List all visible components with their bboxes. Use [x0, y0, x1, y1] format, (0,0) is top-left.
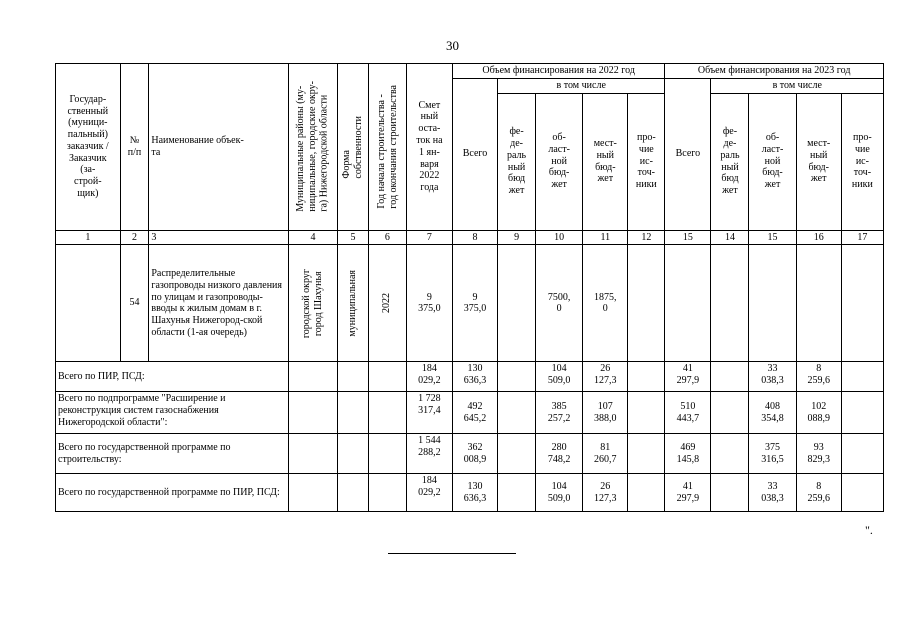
- header-including-2023: в том числе: [711, 78, 884, 93]
- closing-quote-mark: ".: [865, 523, 873, 537]
- summary-total-2022: 492 645,2: [452, 392, 497, 434]
- header-regional-2023: об- ласт- ной бюд- жет: [749, 93, 796, 230]
- summary-total-2023: 510 443,7: [665, 392, 711, 434]
- summary-local-2022: 26 127,3: [583, 362, 628, 392]
- header-total-2023: Всего: [665, 78, 711, 230]
- summary-regional-2022: 280 748,2: [536, 434, 583, 474]
- header-municipal-districts: Муниципальные районы (му- ниципальные, городские окру- га) Нижегородской области: [288, 64, 337, 231]
- column-number: 16: [796, 230, 841, 245]
- summary-regional-2022: 104 509,0: [536, 362, 583, 392]
- header-other-2022: про- чие ис- точ- ники: [628, 93, 665, 230]
- summary-row: [56, 474, 884, 512]
- summary-local-2023: 8 259,6: [796, 362, 841, 392]
- header-customer: Государ- ственный (муници- пальный) заказчик / Заказчик (за- строй- щик): [56, 64, 121, 231]
- header-local-2023: мест- ный бюд- жет: [796, 93, 841, 230]
- cell-local-2023: [796, 245, 841, 362]
- header-object-name: Наименование объек- та: [149, 64, 289, 231]
- table-row: [56, 245, 884, 362]
- summary-estimate: 184 029,2: [406, 474, 452, 512]
- summary-total-2023: 41 297,9: [665, 362, 711, 392]
- summary-label: Всего по ПИР, ПСД:: [56, 362, 289, 392]
- column-number: 1: [56, 230, 121, 245]
- summary-regional-2023: 375 316,5: [749, 434, 796, 474]
- column-number: 2: [120, 230, 149, 245]
- summary-row: [56, 362, 884, 392]
- column-number: 11: [583, 230, 628, 245]
- column-number: 5: [338, 230, 369, 245]
- header-ownership: Форма собственности: [338, 64, 369, 231]
- cell-regional-2022: 7500, 0: [536, 245, 583, 362]
- cell-federal-2023: [711, 245, 749, 362]
- summary-local-2023: 102 088,9: [796, 392, 841, 434]
- header-local-2022: мест- ный бюд- жет: [583, 93, 628, 230]
- column-number: 10: [536, 230, 583, 245]
- column-number: 17: [841, 230, 883, 245]
- header-fin-2023: Объем финансирования на 2023 год: [665, 64, 884, 79]
- summary-local-2023: 93 829,3: [796, 434, 841, 474]
- cell-other-2022: [628, 245, 665, 362]
- column-number: 14: [711, 230, 749, 245]
- summary-estimate: 1 544 288,2: [406, 434, 452, 474]
- summary-regional-2023: 33 038,3: [749, 474, 796, 512]
- cell-total-2023: [665, 245, 711, 362]
- cell-district: городской округ город Шахунья: [288, 245, 337, 362]
- summary-regional-2023: 33 038,3: [749, 362, 796, 392]
- summary-local-2022: 81 260,7: [583, 434, 628, 474]
- summary-label: Всего по подпрограмме "Расширение и реконструкция систем газоснабжения Нижегородской области":: [56, 392, 289, 434]
- column-number: 15: [665, 230, 711, 245]
- summary-regional-2023: 408 354,8: [749, 392, 796, 434]
- column-number: 9: [498, 230, 536, 245]
- header-num: № п/п: [120, 64, 149, 231]
- cell-total-2022: 9 375,0: [452, 245, 497, 362]
- column-number: 6: [368, 230, 406, 245]
- column-number: 4: [288, 230, 337, 245]
- summary-regional-2022: 385 257,2: [536, 392, 583, 434]
- summary-local-2023: 8 259,6: [796, 474, 841, 512]
- header-row-1: [56, 64, 884, 79]
- end-divider-line: [388, 553, 516, 554]
- header-other-2023: про- чие ис- точ- ники: [841, 93, 883, 230]
- cell-other-2023: [841, 245, 883, 362]
- cell-num: 54: [120, 245, 149, 362]
- summary-local-2022: 26 127,3: [583, 474, 628, 512]
- header-regional-2022: об- ласт- ной бюд- жет: [536, 93, 583, 230]
- cell-local-2022: 1875, 0: [583, 245, 628, 362]
- summary-row: [56, 392, 884, 434]
- column-number: 8: [452, 230, 497, 245]
- column-number: 15: [749, 230, 796, 245]
- cell-ownership: муниципальная: [338, 245, 369, 362]
- column-number: 7: [406, 230, 452, 245]
- header-federal-2023: фе- де- раль ный бюд жет: [711, 93, 749, 230]
- summary-total-2022: 130 636,3: [452, 474, 497, 512]
- header-fin-2022: Объем финансирования на 2022 год: [452, 64, 664, 79]
- column-number: 3: [149, 230, 289, 245]
- summary-total-2022: 362 008,9: [452, 434, 497, 474]
- summary-label: Всего по государственной программе по ПИР, ПСД:: [56, 474, 289, 512]
- summary-regional-2022: 104 509,0: [536, 474, 583, 512]
- column-numbers-row: [56, 230, 884, 245]
- summary-estimate: 1 728 317,4: [406, 392, 452, 434]
- cell-estimate: 9 375,0: [406, 245, 452, 362]
- cell-customer: [56, 245, 121, 362]
- header-estimate: Смет ный оста- ток на 1 ян- варя 2022 года: [406, 64, 452, 231]
- financing-table: [55, 63, 884, 512]
- header-years: Год начала строительства - год окончания строительства: [368, 64, 406, 231]
- cell-years: 2022: [368, 245, 406, 362]
- summary-total-2023: 469 145,8: [665, 434, 711, 474]
- cell-federal-2022: [498, 245, 536, 362]
- summary-estimate: 184 029,2: [406, 362, 452, 392]
- column-number: 12: [628, 230, 665, 245]
- header-total-2022: Всего: [452, 78, 497, 230]
- summary-local-2022: 107 388,0: [583, 392, 628, 434]
- header-federal-2022: фе- де- раль ный бюд жет: [498, 93, 536, 230]
- summary-row: [56, 434, 884, 474]
- page-number: 30: [446, 38, 459, 53]
- summary-label: Всего по государственной программе по строительству:: [56, 434, 289, 474]
- cell-object: Распределительные газопроводы низкого давления по улицам и газопроводы-вводы к жилым домам в г. Шахунья Нижегород-ской области (1-ая очередь): [149, 245, 289, 362]
- summary-total-2023: 41 297,9: [665, 474, 711, 512]
- cell-regional-2023: [749, 245, 796, 362]
- header-including-2022: в том числе: [498, 78, 665, 93]
- summary-total-2022: 130 636,3: [452, 362, 497, 392]
